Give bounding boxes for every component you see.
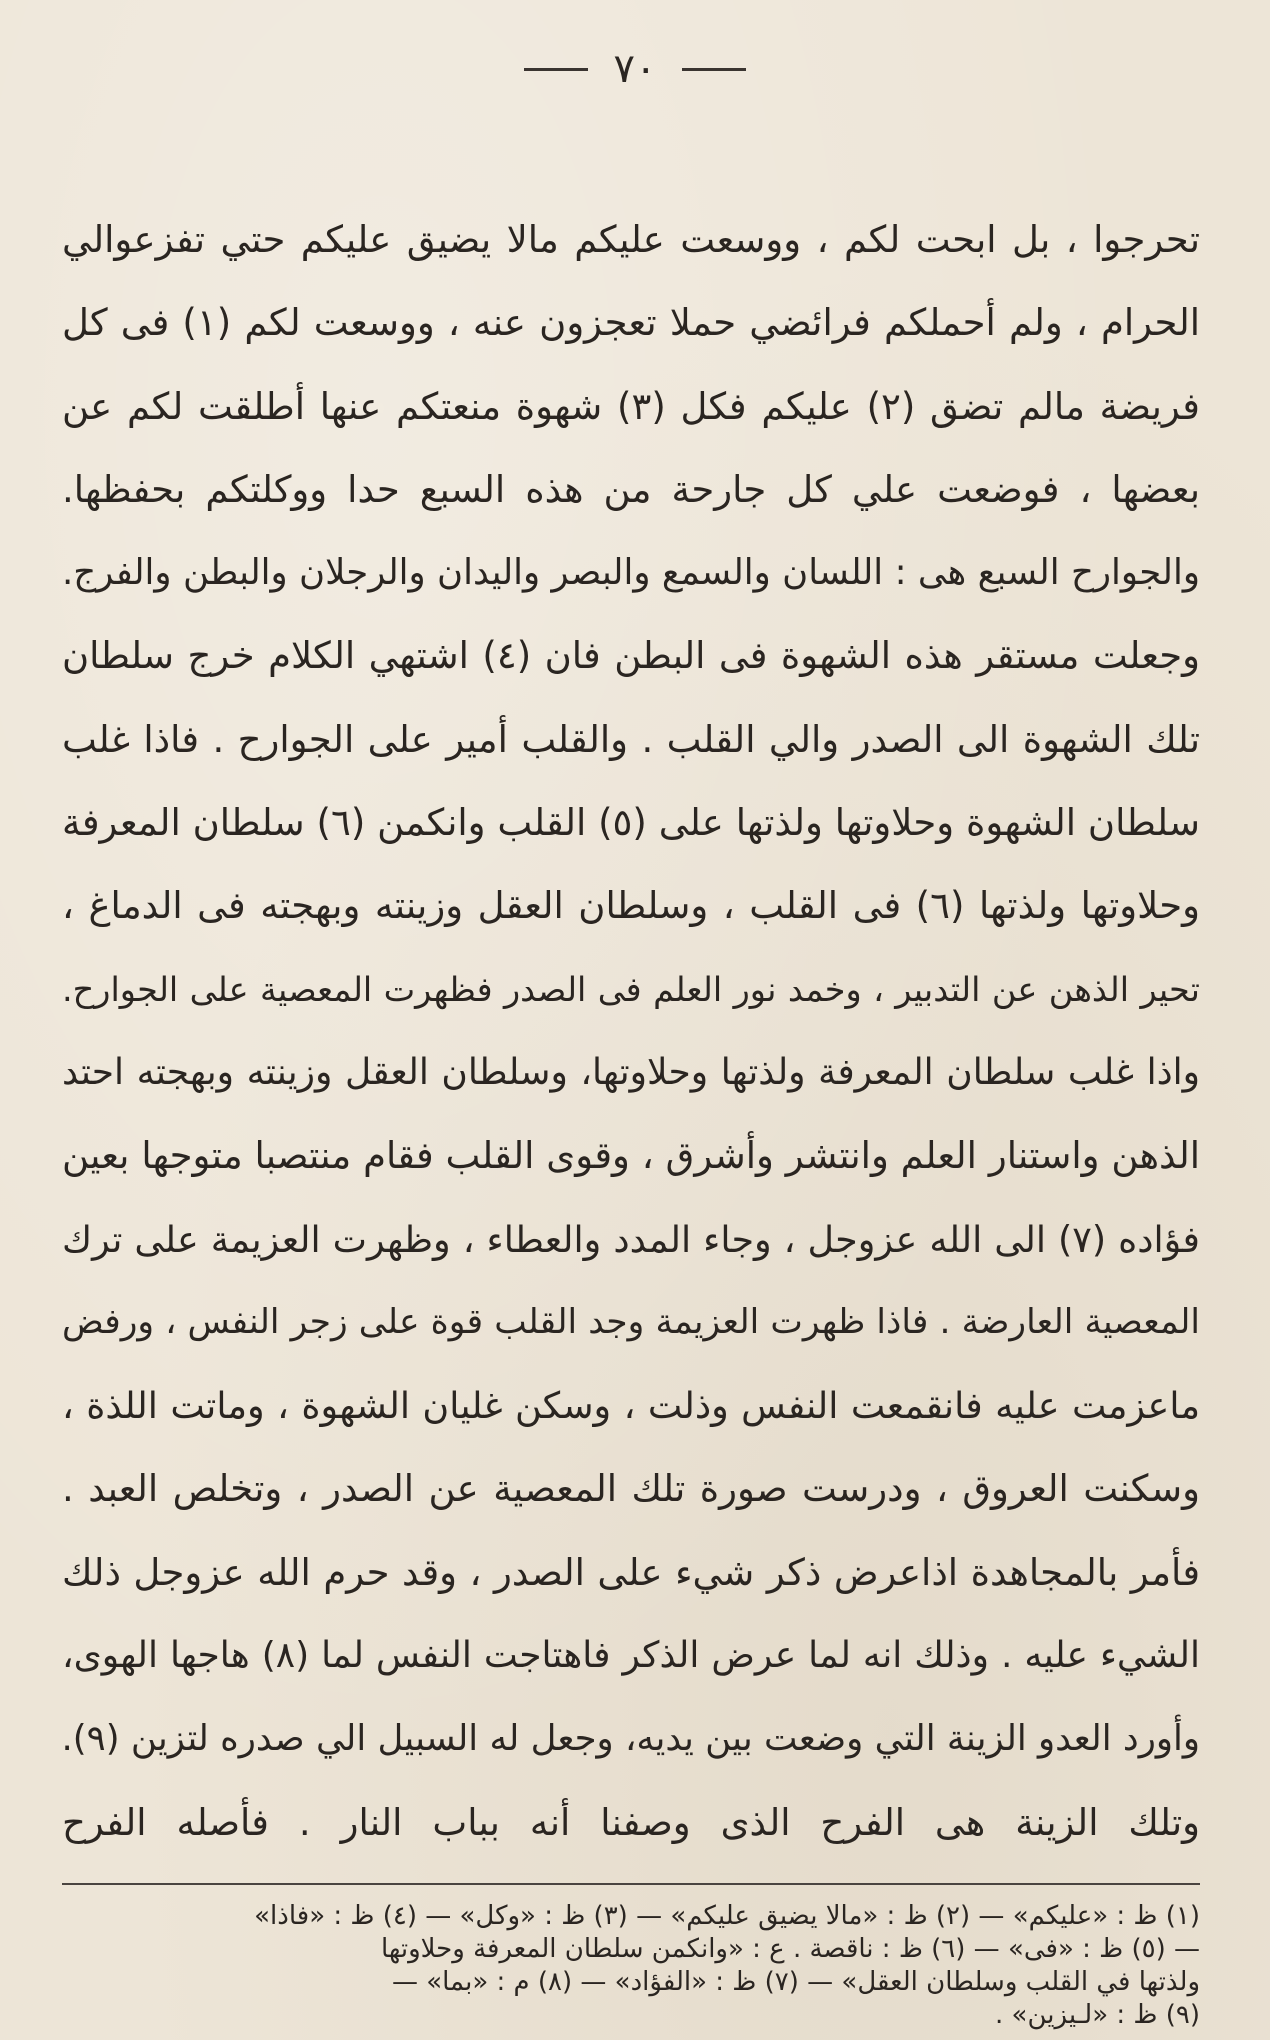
text-line: فريضة مالم تضق (٢) عليكم فكل (٣) شهوة منعتكم عنها أطلقت لكم عن: [62, 384, 1200, 428]
text-line: فؤاده (٧) الى الله عزوجل ، وجاء المدد والعطاء ، وظهرت العزيمة على ترك: [62, 1217, 1200, 1261]
footnote-line: ولذتها في القلب وسلطان العقل» — (٧) ظ : «الفؤاد» — (٨) م : «بما» —: [391, 1967, 1200, 1997]
text-line: الحرام ، ولم أحملكم فرائضي حملا تعجزون عنه ، ووسعت لكم (١) فى كل: [62, 301, 1200, 345]
page-header: [0, 44, 1270, 94]
text-line: تحرجوا ، بل ابحت لكم ، ووسعت عليكم مالا يضيق عليكم حتي تفزعوالي: [62, 218, 1200, 261]
footnote-divider: [62, 1883, 1200, 1885]
text-line: والجوارح السبع هى : اللسان والسمع والبصر واليدان والرجلان والبطن والفرج.: [62, 552, 1200, 594]
text-line: ماعزمت عليه فانقمعت النفس وذلت ، وسكن غليان الشهوة ، وماتت اللذة ،: [62, 1384, 1200, 1428]
text-line: واذا غلب سلطان المعرفة ولذتها وحلاوتها، وسلطان العقل وزينته وبهجته احتد: [62, 1051, 1200, 1093]
header-dash-right: [524, 68, 588, 71]
text-line: الشيء عليه . وذلك انه لما عرض الذكر فاهتاجت النفس لما (٨) هاجها الهوى،: [62, 1635, 1200, 1677]
text-line: وأورد العدو الزينة التي وضعت بين يديه، وجعل له السبيل الي صدره لتزين (٩).: [61, 1718, 1200, 1760]
header-dash-left: [682, 68, 746, 71]
footnote-line: — (٥) ظ : «فى» — (٦) ظ : ناقصة . ع : «وانكمن سلطان المعرفة وحلاوتها: [380, 1934, 1200, 1964]
text-line: تلك الشهوة الى الصدر والي القلب . والقلب أمير على الجوارح . فاذا غلب: [62, 717, 1200, 761]
text-line: وجعلت مستقر هذه الشهوة فى البطن فان (٤) اشتهي الكلام خرج سلطان: [62, 634, 1200, 678]
text-line: بعضها ، فوضعت علي كل جارحة من هذه السبع حدا ووكلتكم بحفظها.: [62, 467, 1200, 511]
text-line: سلطان الشهوة وحلاوتها ولذتها على (٥) القلب وانكمن (٦) سلطان المعرفة: [62, 801, 1200, 845]
text-line: وسكنت العروق ، ودرست صورة تلك المعصية عن الصدر ، وتخلص العبد .: [62, 1467, 1200, 1511]
body-text: [62, 198, 1200, 1864]
page-number: ٧٠: [613, 46, 657, 92]
text-line: الذهن واستنار العلم وانتشر وأشرق ، وقوى القلب فقام منتصبا متوجها بعين: [62, 1134, 1200, 1178]
text-line: وتلك الزينة هى الفرح الذى وصفنا أنه بباب النار . فأصله الفرح: [62, 1800, 1200, 1844]
text-line: فأمر بالمجاهدة اذاعرض ذكر شيء على الصدر ، وقد حرم الله عزوجل ذلك: [62, 1550, 1200, 1594]
text-line: المعصية العارضة . فاذا ظهرت العزيمة وجد القلب قوة على زجر النفس ، ورفض: [62, 1301, 1200, 1342]
footnote-line: (٩) ظ : «لـيزين» .: [995, 2000, 1200, 2030]
text-line: تحير الذهن عن التدبير ، وخمد نور العلم فى الصدر فظهرت المعصية على الجوارح.: [62, 969, 1200, 1009]
footnotes: [62, 1900, 1200, 2032]
footnote-line: (١) ظ : «عليكم» — (٢) ظ : «مالا يضيق عليكم» — (٣) ظ : «وكل» — (٤) ظ : «فاذا»: [254, 1901, 1200, 1931]
text-line: وحلاوتها ولذتها (٦) فى القلب ، وسلطان العقل وزينته وبهجته فى الدماغ ،: [62, 884, 1200, 928]
